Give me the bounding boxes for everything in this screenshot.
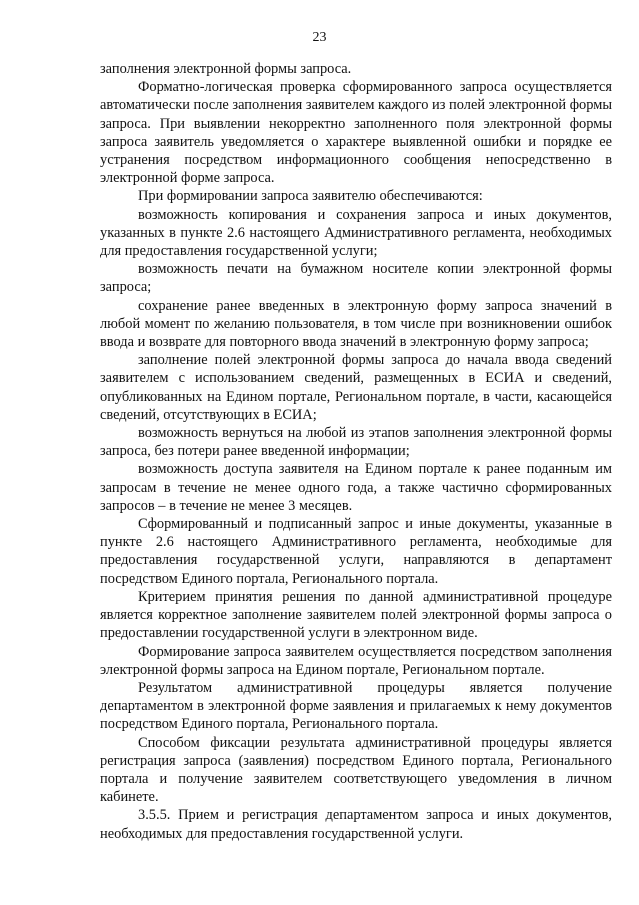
paragraph-return-to-step: возможность вернуться на любой из этапов заполнения электронной формы запроса, без потери ранее введенной информации;	[100, 425, 612, 460]
paragraph-formation: Формирование запроса заявителем осуществляется посредством заполнения электронной формы запроса на Едином портале, Региональном портале.	[100, 643, 612, 678]
page-number: 23	[312, 30, 327, 45]
paragraph-submission: Сформированный и подписанный запрос и иные документы, указанные в пункте 2.6 настоящего Административного регламента, необходимые для предоставления государственной услуги, направляются в департамент посредством Единого портала, Регионального портала.	[100, 516, 612, 587]
paragraph-save-values: сохранение ранее введенных в электронную форму запроса значений в любой момент по желанию пользователя, в том числе при возникновении ошибок ввода и возврате для повторного ввода значений в электронную форму запроса;	[100, 297, 612, 351]
paragraph-fixation: Способом фиксации результата административной процедуры является регистрация запроса (заявления) посредством Единого портала, Регионального портала и получение заявителем соответствующего уведомления в личном кабинете.	[100, 734, 612, 806]
paragraph-print: возможность печати на бумажном носителе копии электронной формы запроса;	[100, 261, 612, 296]
paragraph-copy-save: возможность копирования и сохранения запроса и иных документов, указанных в пункте 2.6 настоящего Административного регламента, необходимых для предоставления государственной услуги;	[100, 206, 612, 260]
document-body	[100, 60, 612, 843]
paragraph-result: Результатом административной процедуры является получение департаментом в электронной форме заявления и прилагаемых к нему документов посредством Единого портала, Регионального портала.	[100, 679, 612, 733]
paragraph-prefill-esia: заполнение полей электронной формы запроса до начала ввода сведений заявителем с использованием сведений, размещенных в ЕСИА и сведений, опубликованных на Едином портале, Региональном портале, в части, касающейся сведений, отсутствующих в ЕСИА;	[100, 352, 612, 423]
paragraph-provided-features-intro: При формировании запроса заявителю обеспечиваются:	[138, 188, 483, 205]
paragraph-criterion: Критерием принятия решения по данной административной процедуре является корректное заполнение заявителем полей электронной формы запроса о предоставлении государственной услуги в электронном виде.	[100, 588, 612, 642]
paragraph-access-previous: возможность доступа заявителя на Едином портале к ранее поданным им запросам в течение не менее одного года, а также частично сформированных запросов – в течение не менее 3 месяцев.	[100, 461, 612, 514]
paragraph-continuation: заполнения электронной формы запроса.	[100, 61, 352, 77]
paragraph-format-logic-check: Форматно-логическая проверка сформированного запроса осуществляется автоматически после заполнения заявителем каждого из полей электронной формы запроса. При выявлении некорректно заполненного поля электронной формы запроса заявитель уведомляется о характере выявленной ошибки и порядке ее устранения посредством информационного сообщения непосредственно в электронной форме запроса.	[100, 79, 612, 187]
paragraph-section-3-5-5: 3.5.5. Прием и регистрация департаментом запроса и иных документов, необходимых для предоставления государственной услуги.	[100, 807, 612, 842]
